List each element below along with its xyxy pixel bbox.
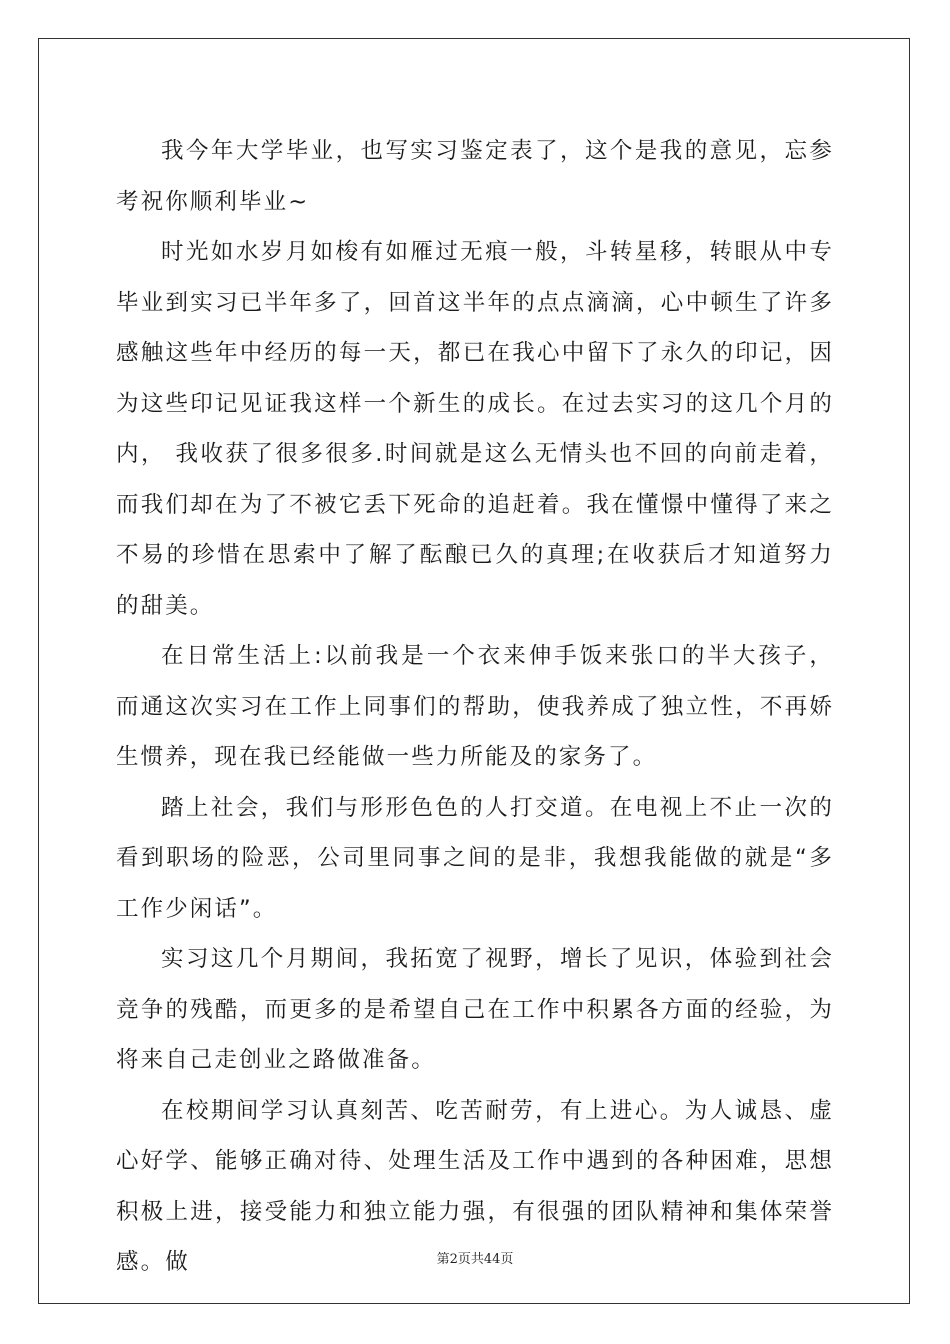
paragraph-6: 在校期间学习认真刻苦、吃苦耐劳，有上进心。为人诚恳、虚心好学、能够正确对待、处理生活及工作中遇到的各种困难，思想积极上进，接受能力和独立能力强，有很强的团队精神和集体荣誉感。做 — [116, 1097, 834, 1275]
paragraph-1: 我今年大学毕业，也写实习鉴定表了，这个是我的意见，忘参考祝你顺利毕业~ — [116, 138, 834, 215]
page-total: 共44页 — [470, 1252, 514, 1267]
document-body — [116, 126, 834, 1288]
page-number: 第2页 — [436, 1252, 471, 1267]
paragraph-5: 实习这几个月期间，我拓宽了视野，增长了见识，体验到社会竞争的残酷，而更多的是希望自己在工作中积累各方面的经验，为将来自己走创业之路做准备。 — [116, 946, 834, 1073]
paragraph-3: 在日常生活上:以前我是一个衣来伸手饭来张口的半大孩子，而通这次实习在工作上同事们的帮助，使我养成了独立性，不再娇生惯养，现在我已经能做一些力所能及的家务了。 — [116, 643, 834, 770]
page-footer — [0, 1248, 950, 1267]
paragraph-4: 踏上社会，我们与形形色色的人打交道。在电视上不止一次的看到职场的险恶，公司里同事之间的是非，我想我能做的就是“多工作少闲话”。 — [116, 794, 834, 922]
paragraph-2: 时光如水岁月如梭有如雁过无痕一般，斗转星移，转眼从中专毕业到实习已半年多了，回首这半年的点点滴滴，心中顿生了许多感触这些年中经历的每一天，都已在我心中留下了永久的印记，因为这些印记见证我这样一个新生的成长。在过去实习的这几个月的内， 我收获了很多很多.时间就是这么无情头也不回的向前走着，而我们却在为了不被它丢下死命的追赶着。我在懂憬中懂得了来之不易的珍惜在思索中了解了酝酿已久的真理;在收获后才知道努力的甜美。 — [116, 239, 834, 619]
